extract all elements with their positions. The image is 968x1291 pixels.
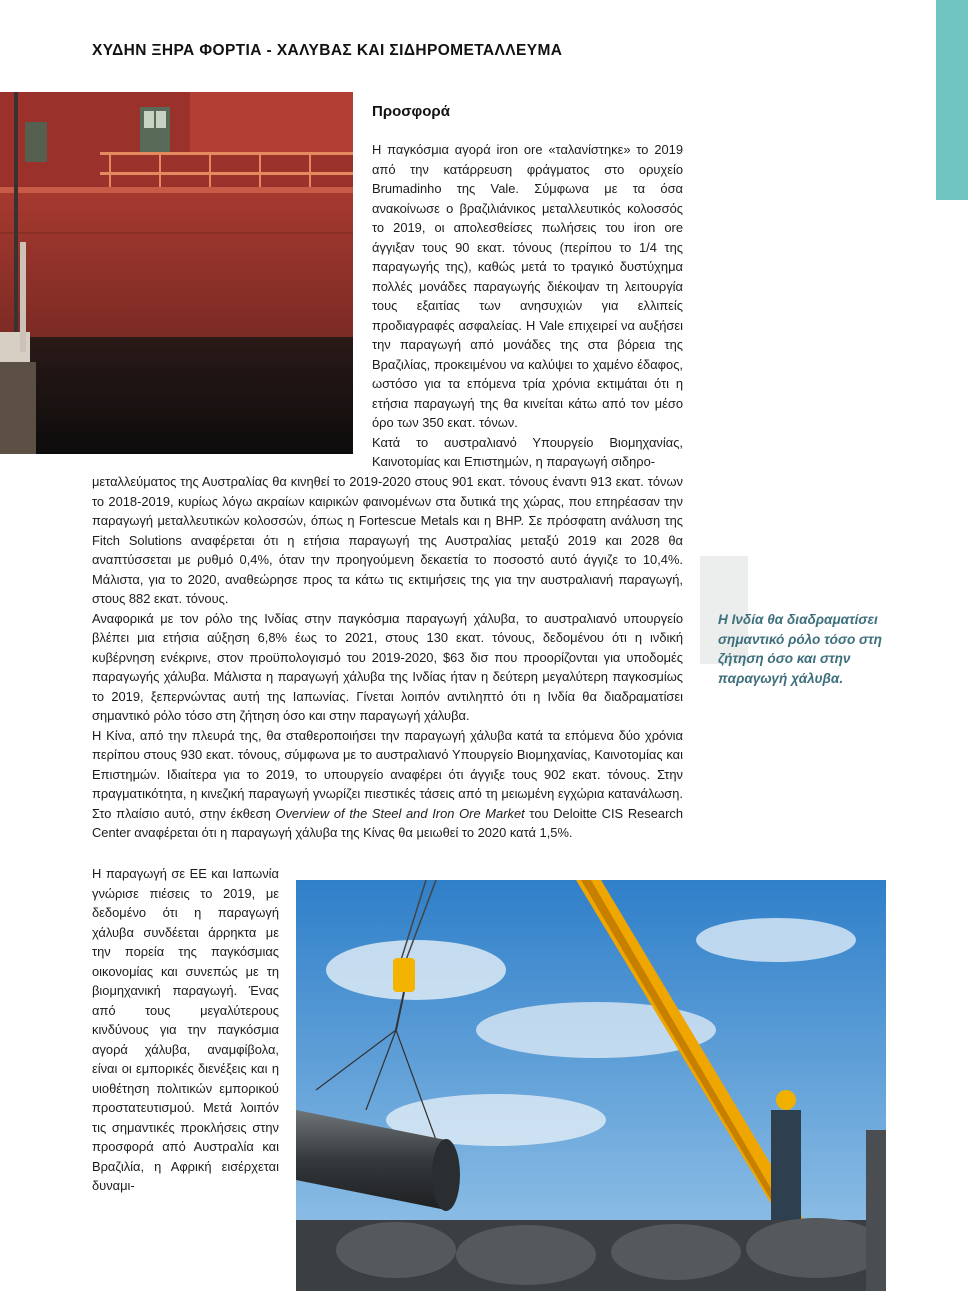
paragraph-china [92,726,683,843]
page-header: ΧΥΔΗΝ ΞΗΡΑ ΦΟΡΤΙΑ - ΧΑΛΥΒΑΣ ΚΑΙ ΣΙΔΗΡΟΜΕΤΑΛΛΕΥΜΑ [92,42,563,59]
section-color-tab [936,0,968,200]
paragraph-australia-start: Κατά το αυστραλιανό Υπουργείο Βιομηχανίας, Καινοτομίας και Επιστημών, η παραγωγή σιδηρο- [372,434,683,469]
steel-coils-crane-photo [296,880,886,1291]
china-text-a: Η Κίνα, από την πλευρά της, θα σταθεροποιήσει την παραγωγή χάλυβα κατά τα επόμενα δύο χρόνια περίπου στους 930 εκατ. τόνους, σύμφωνα με το αυστραλιανό Υπουργείο Βιομηχανίας, Καινοτομίας και Επιστημών. Ιδιαίτερα για το 2019, το υπουργείο αναφέρει ότι άγγιξε τους 902 εκατ. τόνους. Στην πραγματικότητα, η κινεζική παραγωγή γνωρίζει πιεστικές τάσεις από τη μειωμένη εγχώρια κατανάλωση. Στο πλαίσιο αυτό, στην έκθεση [92,727,683,821]
article-column-top-right [372,140,683,472]
article-column-wide [92,472,683,843]
ship-hull-photo [0,92,353,454]
paragraph-eu-japan: Η παραγωγή σε ΕΕ και Ιαπωνία γνώρισε πιέσεις το 2019, με δεδομένο ότι η παραγωγή χάλυβα συνδέεται άρρηκτα με την πορεία της παγκόσμιας οικονομίας και συνεπώς με τη βιομηχανική παραγωγή. Ένας από τους μεγαλύτερους κινδύνους για την παγκόσμια αγορά χάλυβα, αναμφίβολα, είναι οι εμπορικές διενέξεις και η υιοθέτηση πολιτικών εμπορικού προστατευτισμού. Μετά λοιπόν τις σημαντικές προκλήσεις στην προσφορά από Αυστραλία και Βραζιλία, η Αφρική εισέρχεται δυναμι- [92,866,279,1193]
article-column-bottom-left [92,864,279,1196]
pull-quote: Η Ινδία θα διαδραματίσει σημαντικό ρόλο τόσο στη ζήτηση όσο και στην παραγωγή χάλυβα. [718,612,882,686]
china-text-b: του Deloitte CIS Research Center αναφέρεται ότι η παραγωγή χάλυβα της Κίνας θα μειωθεί το 2020 κατά 1,5%. [92,805,683,840]
paragraph-australia-cont: μεταλλεύματος της Αυστραλίας θα κινηθεί το 2019-2020 στους 901 εκατ. τόνους έναντι 913 εκατ. τόνων το 2018-2019, κυρίως λόγω ακραίων καιρικών φαινομένων στα δυτικά της χώρας, που επηρέασαν την παραγωγή μεταλλευτικών κολοσσών, όπως η Fortescue Metals και η BHP. Σε πρόσφατη ανάλυση της Fitch Solutions αναφέρεται ότι η ετήσια παραγωγή της Αυστραλίας μεταξύ 2019 και 2028 θα αναπτύσσεται με ρυθμό 0,4%, όταν την προηγούμενη δεκαετία το ποσοστό αυτό άγγιζε το 10,4%. Μάλιστα, για το 2020, αναθεώρησε προς τα κάτω τις εκτιμήσεις της για την αυστραλιανή παραγωγή, στους 882 εκατ. τόνους. [92,474,683,606]
section-subheading: Προσφορά [372,103,450,120]
paragraph-india: Αναφορικά με τον ρόλο της Ινδίας στην παγκόσμια παραγωγή χάλυβα, το αυστραλιανό υπουργείο βλέπει μια ετήσια αύξηση 6,8% έως το 2021, στους 130 εκατ. τόνους, δεδομένου ότι η ινδική κυβέρνηση ενέκρινε, στον προϋπολογισμό του 2019-2020, $63 δισ που προορίζονται για υποδομές παραγωγής χάλυβα. Μάλιστα η παραγωγή χάλυβα της Ινδίας ήταν η δεύτερη μεγαλύτερη παγκοσμίως το 2019, ξεπερνώντας αυτή της Ιαπωνίας. Γίνεται λοιπόν αντιληπτό ότι η Ινδία θα διαδραματίσει σημαντικό ρόλο τόσο στη ζήτηση όσο και στην παραγωγή χάλυβα. [92,610,683,723]
paragraph-vale: Η παγκόσμια αγορά iron ore «ταλανίστηκε» το 2019 από την κατάρρευση φράγματος στο ορυχείο Brumadinho της Vale. Σύμφωνα με τα όσα ανακοίνωσε ο βραζιλιάνικος μεταλλευτικός κολοσσός το 2019, οι απολεσθείσες πωλήσεις του iron ore άγγιξαν τους 90 εκατ. τόνους (περίπου το 1/4 της παραγωγής της), καθώς μετά το τραγικό δυστύχημα πολλές μονάδες παραγωγής διέκοψαν τη λειτουργία τους εξαιτίας των ανησυχιών για ελλιπείς προδιαγραφές ασφαλείας. Η Vale επιχειρεί να αυξήσει την παραγωγή από μονάδες της στα βόρεια της Βραζιλίας, προκειμένου να καλύψει το χαμένο έδαφος, ωστόσο για τα επόμενα τρία χρόνια εκτιμάται ότι η ετήσια παραγωγή της θα κινείται κάτω από τον μέσο όρο των 350 εκατ. τόνων. [372,142,683,430]
report-title: Overview of the Steel and Iron Ore Market [275,805,525,821]
